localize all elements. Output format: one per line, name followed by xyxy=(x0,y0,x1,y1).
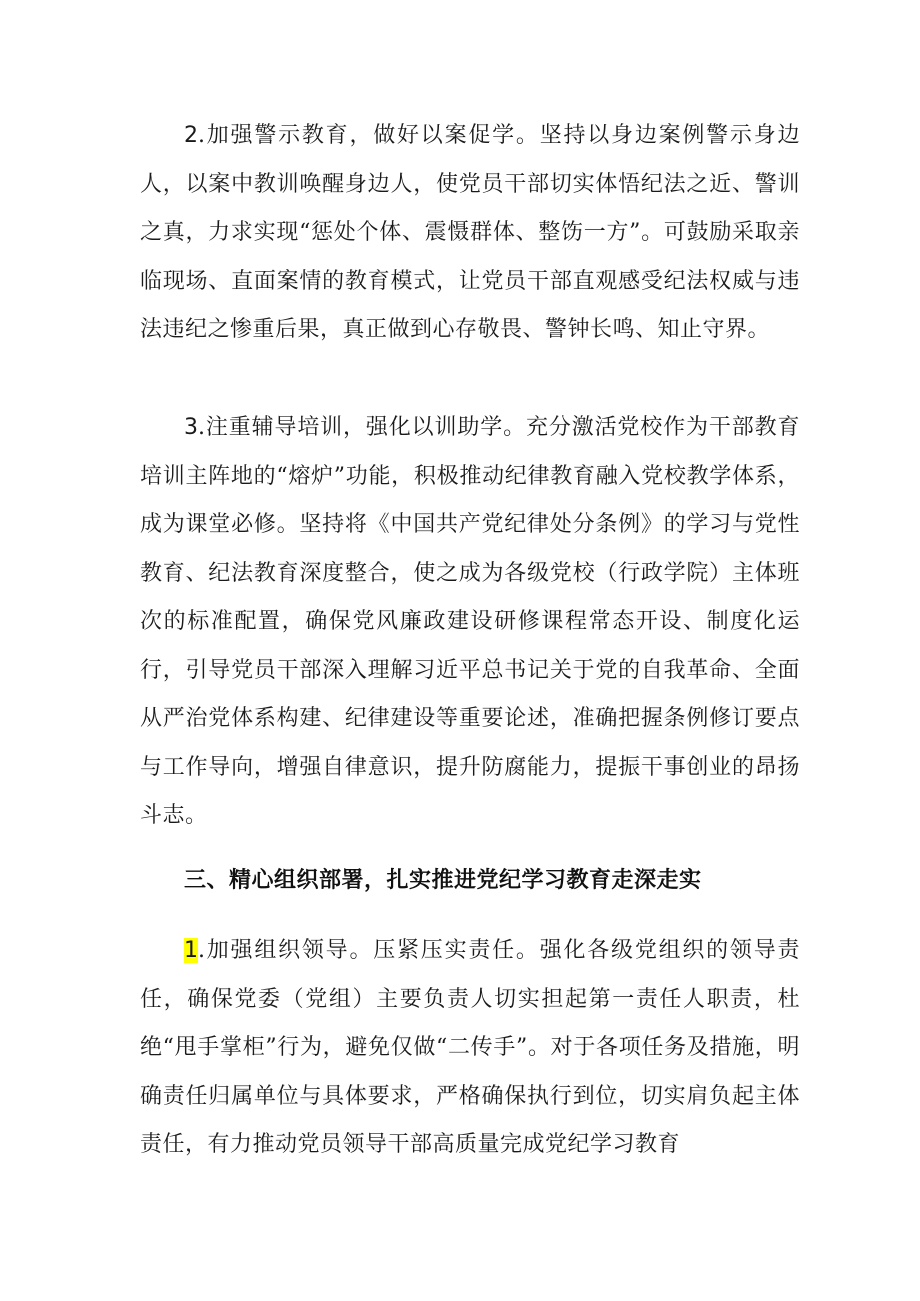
paragraph-text: .加强警示教育，做好以案促学。坚持以身边案例警示身边人，以案中教训唤醒身边人，使党员干部切实体悟纪法之近、警训之真，力求实现“惩处个体、震慑群体、整饬一方”。可鼓励采取亲临现场、直面案情的教育模式，让党员干部直观感受纪法权威与违法违纪之惨重后果，真正做到心存敬畏、警钟长鸣、知止守界。 xyxy=(140,123,800,342)
highlighted-paragraph-number: 1 xyxy=(184,938,198,963)
paragraph-organization-leadership xyxy=(140,927,800,1170)
paragraph-number: 2 xyxy=(184,123,198,148)
section-heading: 三、精心组织部署，扎实推进党纪学习教育走深走实 xyxy=(184,868,702,893)
paragraph-warning-education xyxy=(140,112,800,355)
paragraph-text: .加强组织领导。压紧压实责任。强化各级党组织的领导责任，确保党委（党组）主要负责人切实担起第一责任人职责，杜绝“甩手掌柜”行为，避免仅做“二传手”。对于各项任务及措施，明确责任归属单位与具体要求，严格确保执行到位，切实肩负起主体责任，有力推动党员领导干部高质量完成党纪学习教育 xyxy=(140,938,800,1157)
paragraph-text: .注重辅导培训，强化以训助学。充分激活党校作为干部教育培训主阵地的“熔炉”功能，积极推动纪律教育融入党校教学体系，成为课堂必修。坚持将《中国共产党纪律处分条例》的学习与党性教育、纪法教育深度整合，使之成为各级党校（行政学院）主体班次的标准配置，确保党风廉政建设研修课程常态开设、制度化运行，引导党员干部深入理解习近平总书记关于党的自我革命、全面从严治党体系构建、纪律建设等重要论述，准确把握条例修订要点与工作导向，增强自律意识，提升防腐能力，提振干事创业的昂扬斗志。 xyxy=(140,415,800,828)
paragraph-training xyxy=(140,404,800,841)
paragraph-number: 3 xyxy=(184,415,198,440)
